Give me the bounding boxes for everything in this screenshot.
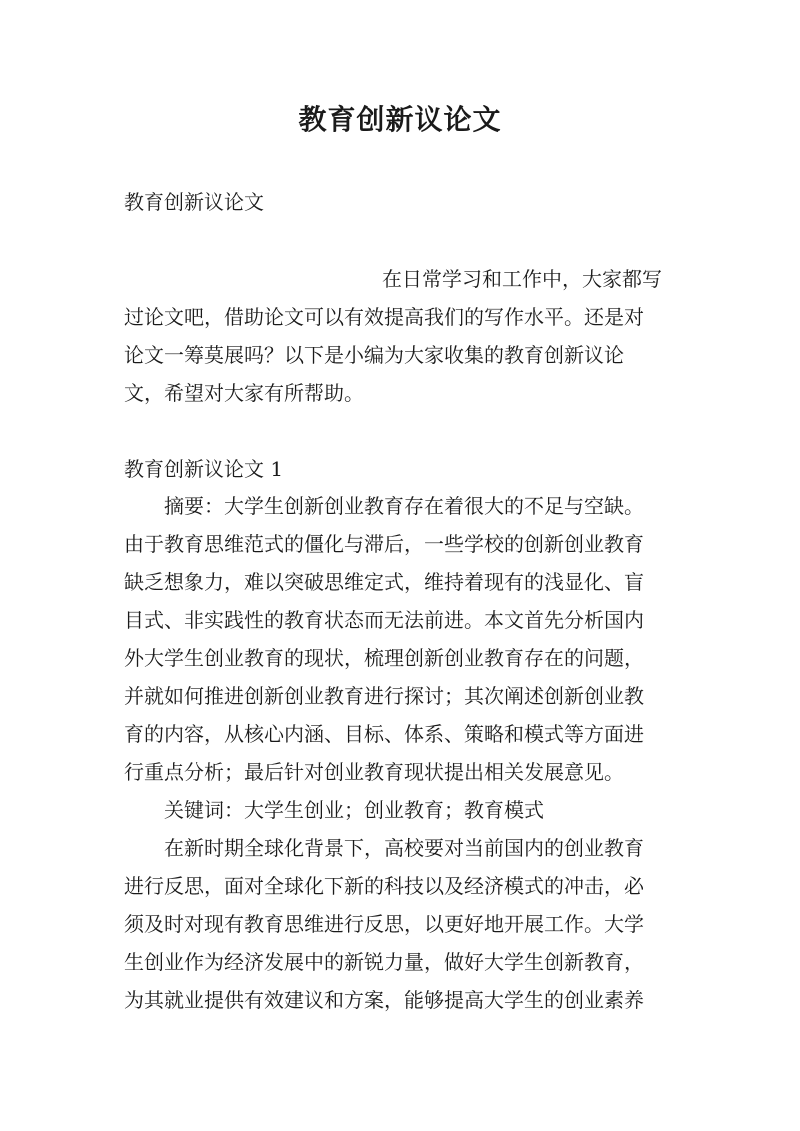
document-title: 教育创新议论文 [298, 103, 502, 136]
body-line: 生创业作为经济发展中的新锐力量，做好大学生创新教育， [124, 950, 644, 974]
abstract-line: 摘要：大学生创新创业教育存在着很大的不足与空缺。 [164, 494, 644, 518]
body-line: 在新时期全球化背景下，高校要对当前国内的创业教育 [164, 836, 644, 860]
abstract-line: 目式、非实践性的教育状态而无法前进。本文首先分析国内 [124, 608, 644, 632]
intro-line: 文，希望对大家有所帮助。 [124, 381, 364, 405]
abstract-line: 外大学生创业教育的现状，梳理创新创业教育存在的问题， [124, 646, 644, 670]
abstract-line: 缺乏想象力，难以突破思维定式，维持着现有的浅显化、盲 [124, 570, 644, 594]
intro-line: 论文一筹莫展吗？以下是小编为大家收集的教育创新议论 [124, 343, 624, 367]
body-line: 为其就业提供有效建议和方案，能够提高大学生的创业素养 [124, 988, 644, 1012]
abstract-line: 育的内容，从核心内涵、目标、体系、策略和模式等方面进 [124, 722, 644, 746]
abstract-line: 行重点分析；最后针对创业教育现状提出相关发展意见。 [124, 760, 624, 784]
keywords-line: 关键词：大学生创业；创业教育；教育模式 [164, 798, 544, 822]
abstract-line: 由于教育思维范式的僵化与滞后，一些学校的创新创业教育 [124, 532, 644, 556]
intro-line: 过论文吧，借助论文可以有效提高我们的写作水平。还是对 [124, 305, 644, 329]
section-heading: 教育创新议论文 1 [124, 457, 284, 481]
body-line: 进行反思，面对全球化下新的科技以及经济模式的冲击，必 [124, 874, 644, 898]
body-line: 须及时对现有教育思维进行反思，以更好地开展工作。大学 [124, 912, 644, 936]
intro-line: 在日常学习和工作中，大家都写 [382, 267, 662, 291]
abstract-line: 并就如何推进创新创业教育进行探讨；其次阐述创新创业教 [124, 684, 644, 708]
document-subtitle: 教育创新议论文 [124, 190, 264, 214]
